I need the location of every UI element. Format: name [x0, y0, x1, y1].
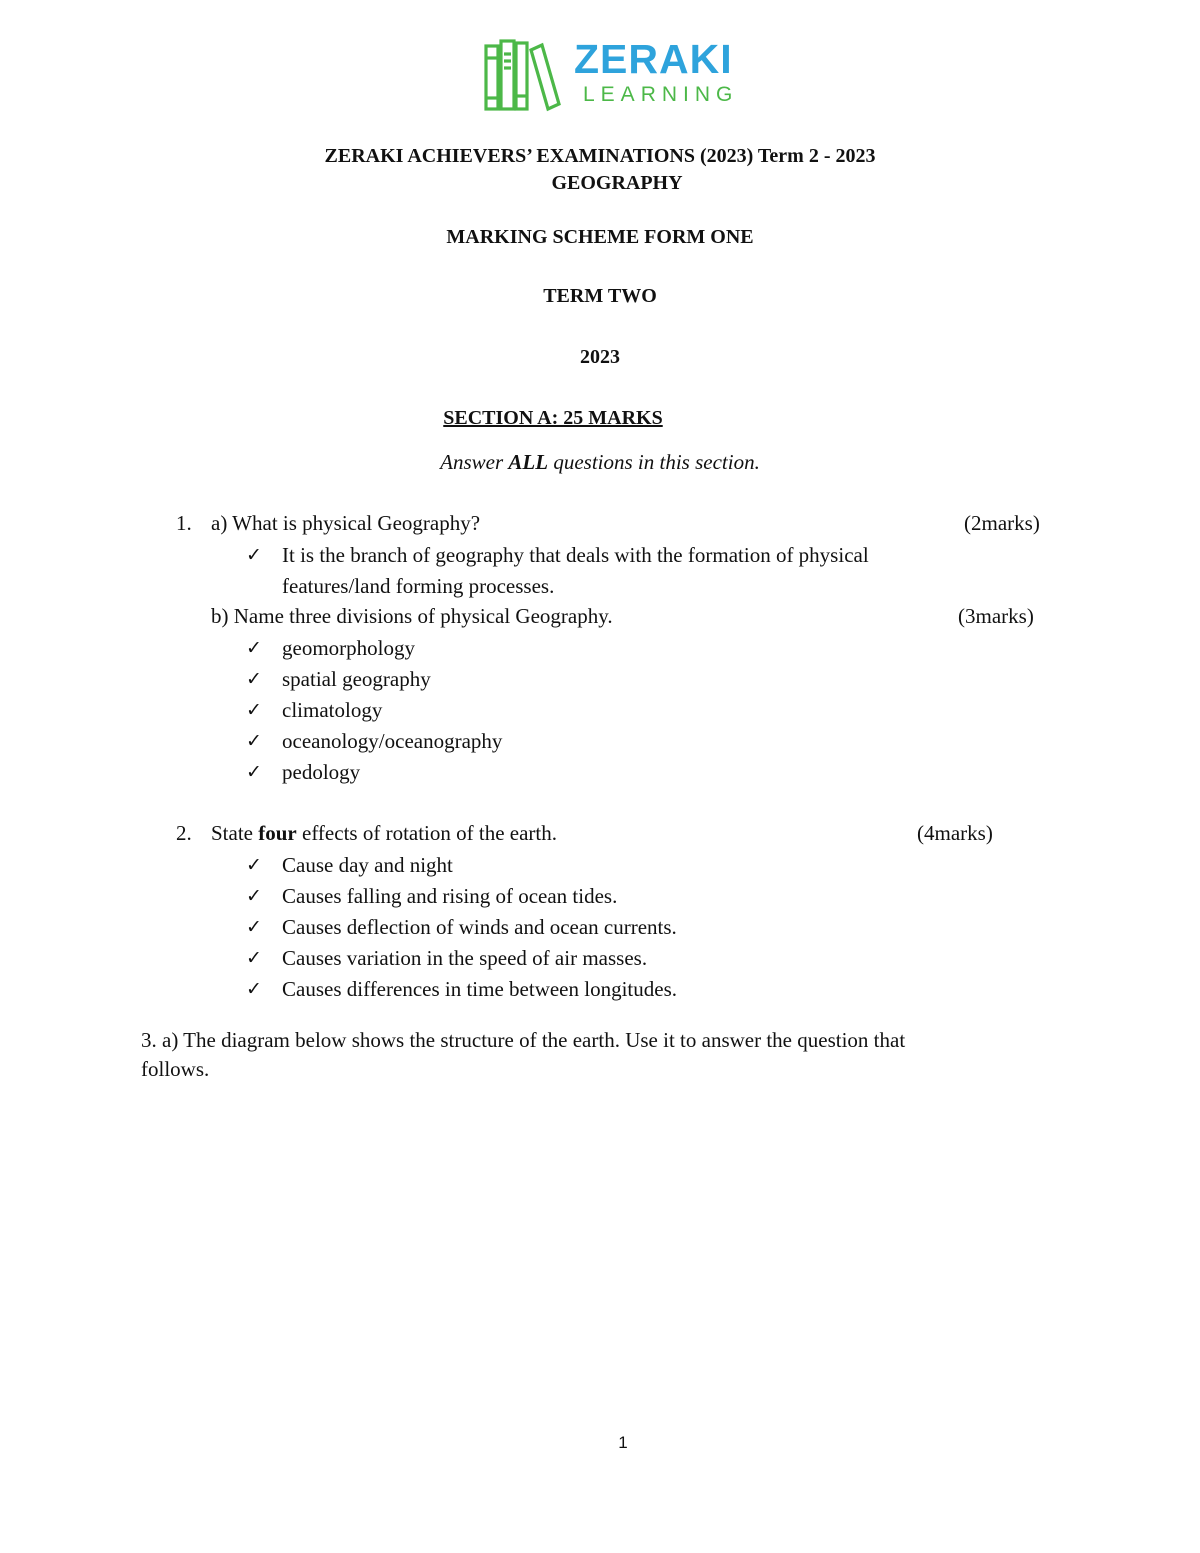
check-icon: ✓ — [246, 916, 262, 938]
check-icon: ✓ — [246, 761, 262, 783]
scheme-title: MARKING SCHEME FORM ONE — [446, 226, 754, 248]
year-title: 2023 — [580, 346, 620, 368]
question-text-continuation: follows. — [141, 1057, 210, 1081]
check-icon: ✓ — [246, 544, 262, 566]
term-title: TERM TWO — [543, 285, 657, 307]
check-icon: ✓ — [246, 978, 262, 1000]
check-icon: ✓ — [246, 668, 262, 690]
question-text: 3. a) The diagram below shows the structure of the earth. Use it to answer the question that — [141, 1028, 906, 1052]
check-icon: ✓ — [246, 730, 262, 752]
question-text: a) What is physical Geography? — [211, 511, 481, 535]
question-text: State four effects of rotation of the earth. — [211, 821, 558, 845]
zeraki-logo — [484, 38, 764, 113]
subject-title: GEOGRAPHY — [551, 172, 683, 194]
check-icon: ✓ — [246, 947, 262, 969]
check-icon: ✓ — [246, 885, 262, 907]
page-number: 1 — [618, 1433, 628, 1452]
marks-label: (4marks) — [917, 821, 993, 845]
marks-label: (2marks) — [964, 511, 1040, 535]
logo-subtitle: LEARNING — [583, 83, 739, 106]
question-text: b) Name three divisions of physical Geography. — [211, 604, 613, 628]
check-icon: ✓ — [246, 637, 262, 659]
exam-title: ZERAKI ACHIEVERS’ EXAMINATIONS (2023) Term 2 - 2023 — [324, 145, 876, 167]
marks-label: (3marks) — [958, 604, 1034, 628]
check-icon: ✓ — [246, 699, 262, 721]
question-number: 2. — [176, 821, 192, 845]
section-instruction: Answer ALL questions in this section. — [440, 450, 760, 474]
check-icon: ✓ — [246, 854, 262, 876]
logo-wordmark: ZERAKI — [574, 36, 733, 82]
section-title: SECTION A: 25 MARKS — [443, 407, 663, 429]
books-icon — [484, 38, 566, 113]
question-number: 1. — [176, 511, 192, 535]
